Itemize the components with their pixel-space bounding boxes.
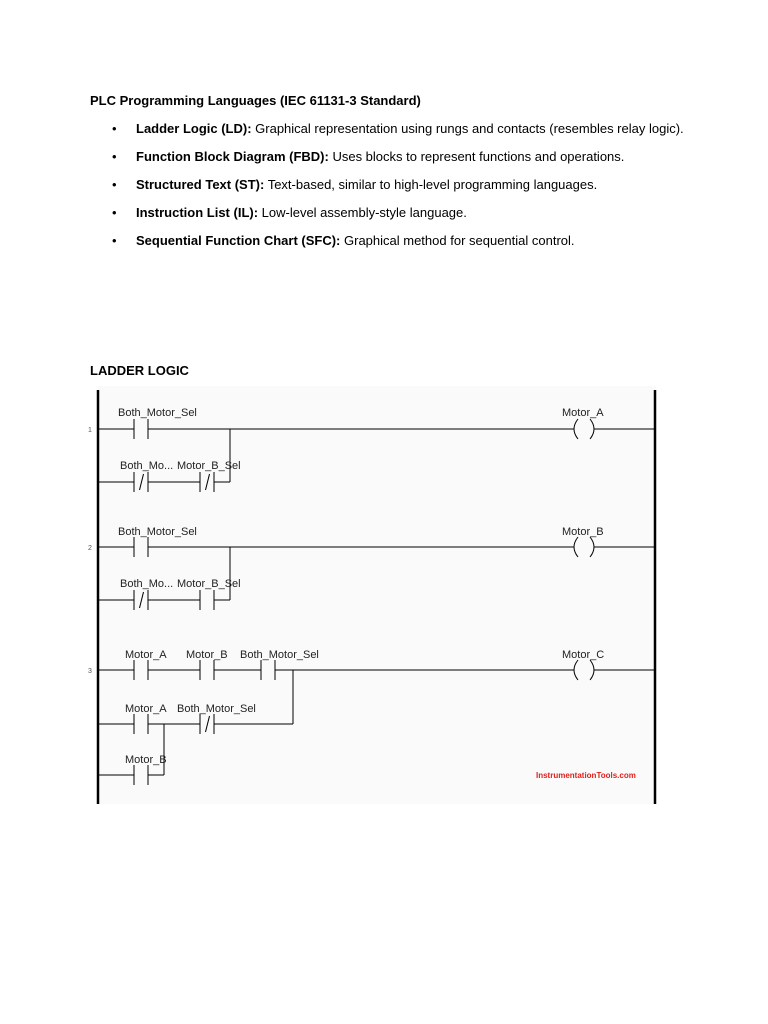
contact-label: Motor_B [186, 649, 228, 661]
ladder-diagram [84, 386, 664, 806]
bullet-icon: • [112, 205, 117, 220]
list-item [112, 148, 692, 166]
list-item [112, 204, 692, 222]
list-text: Low-level assembly-style language. [258, 205, 467, 220]
watermark: InstrumentationTools.com [536, 771, 636, 780]
list-text: Graphical representation using rungs and contacts (resembles relay logic). [251, 121, 684, 136]
list-term: Sequential Function Chart (SFC): [136, 233, 341, 248]
contact-label: Both_Motor_Sel [240, 649, 319, 661]
contact-label: Motor_B [125, 754, 167, 766]
contact-label: Both_Motor_Sel [118, 407, 197, 419]
contact-label: Both_Mo... [120, 460, 174, 472]
contact-label: Motor_A [125, 703, 167, 715]
list-term: Structured Text (ST): [136, 177, 265, 192]
coil-label: Motor_A [562, 407, 604, 419]
bullet-icon: • [112, 121, 117, 136]
contact-label: Motor_B_Sel [177, 460, 241, 472]
list-item [112, 232, 692, 250]
rung-number: 2 [88, 545, 92, 552]
list-item [112, 176, 692, 194]
list-text: Text-based, similar to high-level programming languages. [264, 177, 598, 192]
page-heading: PLC Programming Languages (IEC 61131-3 Standard) [90, 93, 421, 108]
list-term: Function Block Diagram (FBD): [136, 149, 329, 164]
contact-label: Motor_B_Sel [177, 578, 241, 590]
coil-label: Motor_B [562, 526, 604, 538]
rung-number: 3 [88, 668, 92, 675]
contact-label: Both_Mo... [120, 578, 174, 590]
list-text: Graphical method for sequential control. [340, 233, 575, 248]
contact-label: Both_Motor_Sel [177, 703, 256, 715]
ladder-heading: LADDER LOGIC [90, 363, 189, 378]
coil-label: Motor_C [562, 649, 605, 661]
language-list [112, 120, 692, 260]
list-term: Ladder Logic (LD): [136, 121, 252, 136]
contact-label: Motor_A [125, 649, 167, 661]
bullet-icon: • [112, 177, 117, 192]
list-text: Uses blocks to represent functions and operations. [328, 149, 625, 164]
bullet-icon: • [112, 233, 117, 248]
rung-number: 1 [88, 427, 92, 434]
bullet-icon: • [112, 149, 117, 164]
diagram-panel [98, 386, 656, 804]
list-item [112, 120, 692, 138]
contact-label: Both_Motor_Sel [118, 526, 197, 538]
list-term: Instruction List (IL): [136, 205, 259, 220]
